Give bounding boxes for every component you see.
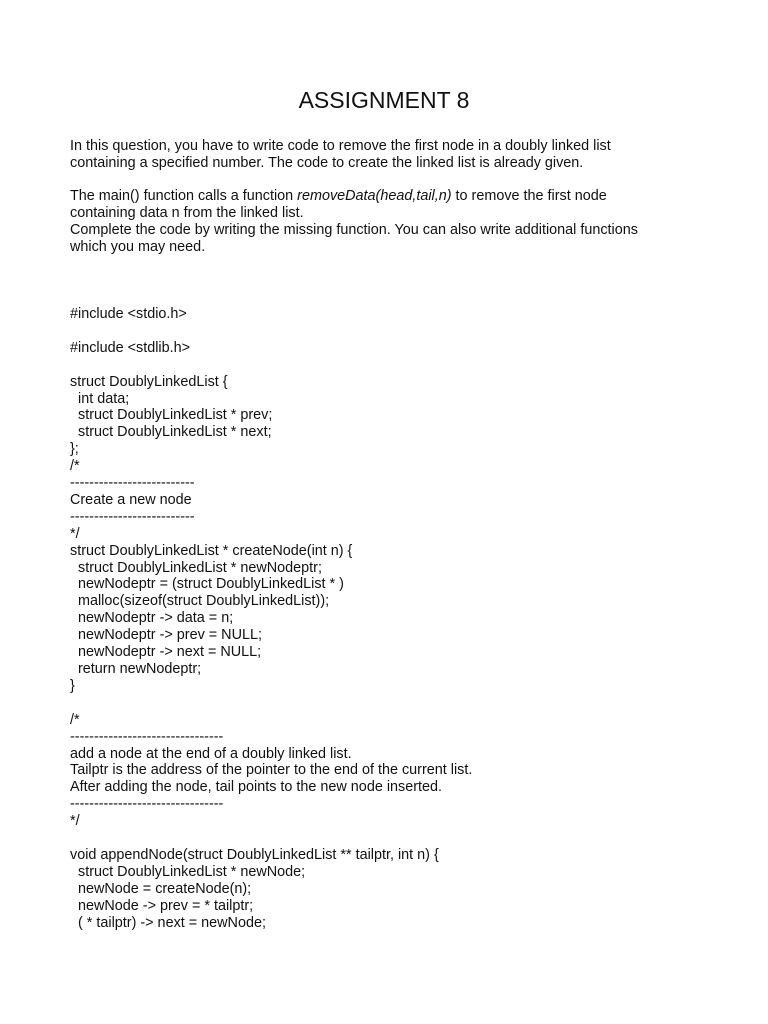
instructions-line-3: Complete the code by writing the missing function. You can also write additional functions	[70, 221, 638, 238]
code-line: struct DoublyLinkedList * newNodeptr;	[70, 559, 322, 576]
code-line: */	[70, 813, 80, 830]
instructions-line-4: which you may need.	[70, 238, 206, 255]
code-line: struct DoublyLinkedList * newNode;	[70, 863, 306, 880]
code-line: #include <stdio.h>	[70, 306, 187, 322]
code-line: struct DoublyLinkedList * next;	[70, 424, 272, 441]
intro-line-2: containing a specified number. The code to create the linked list is already given.	[70, 154, 584, 171]
code-line: malloc(sizeof(struct DoublyLinkedList));	[70, 593, 330, 610]
code-line: newNodeptr = (struct DoublyLinkedList * )	[70, 576, 344, 593]
code-line: struct DoublyLinkedList * prev;	[70, 407, 273, 424]
page-title: ASSIGNMENT 8	[298, 87, 470, 113]
function-name: removeData(head,tail,n)	[297, 188, 452, 204]
code-line: Create a new node	[70, 491, 192, 508]
code-line	[70, 323, 730, 340]
code-line: struct DoublyLinkedList * createNode(int n) {	[70, 542, 353, 559]
code-line: Tailptr is the address of the pointer to the end of the current list.	[70, 762, 473, 779]
code-listing	[70, 306, 730, 931]
code-line: --------------------------------	[70, 728, 224, 745]
code-line: ( * tailptr) -> next = newNode;	[70, 914, 266, 931]
instructions-line-2: containing data n from the linked list.	[70, 204, 304, 221]
instructions-line-1	[70, 188, 720, 205]
code-line: */	[70, 525, 80, 542]
intro-paragraph	[70, 138, 720, 172]
code-line: /*	[70, 711, 80, 728]
code-line: --------------------------	[70, 508, 195, 525]
instructions-line-1-start: The main() function calls a function	[70, 188, 298, 204]
code-line: #include <stdlib.h>	[70, 339, 191, 356]
code-line: newNodeptr -> next = NULL;	[70, 644, 262, 661]
instructions-paragraph	[70, 188, 720, 256]
code-line: add a node at the end of a doubly linked list.	[70, 745, 352, 762]
code-line	[70, 695, 730, 712]
code-line: /*	[70, 458, 80, 475]
code-line: newNode -> prev = * tailptr;	[70, 897, 254, 914]
code-line: newNodeptr -> data = n;	[70, 610, 234, 627]
code-line: void appendNode(struct DoublyLinkedList ** tailptr, int n) {	[70, 846, 439, 863]
code-line: struct DoublyLinkedList {	[70, 373, 228, 390]
code-line: int data;	[70, 390, 130, 407]
code-line: newNode = createNode(n);	[70, 880, 252, 897]
code-line: }	[70, 677, 75, 694]
code-line: return newNodeptr;	[70, 661, 202, 677]
instructions-line-1-end: to remove the first node	[451, 188, 607, 204]
code-line	[70, 830, 730, 847]
code-line	[70, 357, 730, 374]
intro-line-1: In this question, you have to write code to remove the first node in a doubly linked list	[70, 138, 611, 154]
code-line: --------------------------	[70, 475, 195, 492]
code-line: --------------------------------	[70, 796, 224, 813]
code-line: After adding the node, tail points to the new node inserted.	[70, 779, 443, 796]
code-line: newNodeptr -> prev = NULL;	[70, 627, 262, 644]
code-line: };	[70, 441, 79, 458]
